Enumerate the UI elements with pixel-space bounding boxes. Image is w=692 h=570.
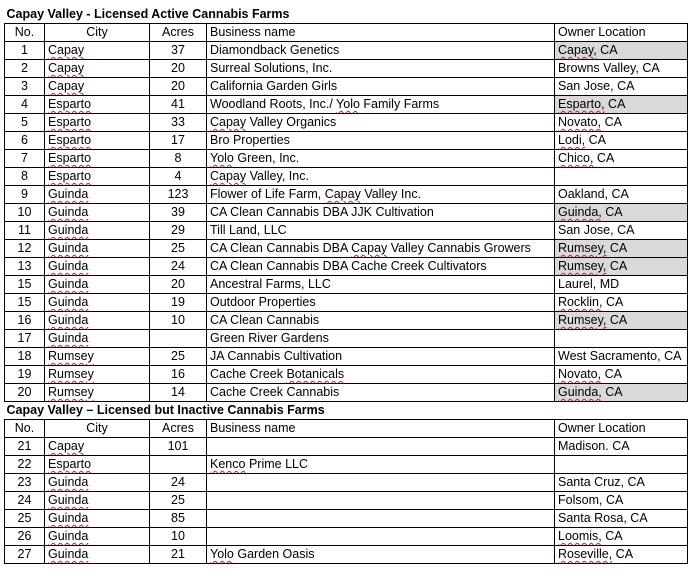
cell-business: Capay Valley, Inc.	[207, 168, 555, 186]
spellcheck-word: Yolo	[210, 547, 234, 561]
cell-no: 24	[5, 492, 45, 510]
cell-no: 21	[5, 438, 45, 456]
spellcheck-word: Loomis,	[558, 529, 602, 543]
section-title: Capay Valley - Licensed Active Cannabis Farms	[5, 6, 688, 24]
cell-business	[207, 492, 555, 510]
cell-city	[45, 330, 150, 348]
header-row	[5, 420, 688, 438]
cell-business: CA Clean Cannabis DBA Capay Valley Cannabis Growers	[207, 240, 555, 258]
cell-no: 3	[5, 78, 45, 96]
spellcheck-word: Capay	[210, 115, 247, 129]
table-row	[5, 348, 688, 366]
cell-city	[45, 96, 150, 114]
spellcheck-word: Esparto	[48, 133, 92, 147]
cell-location: Browns Valley, CA	[555, 60, 688, 78]
cell-location: Guinda, CA	[555, 384, 688, 402]
cell-city	[45, 492, 150, 510]
header-no: No.	[5, 24, 45, 42]
header-location: Owner Location	[555, 24, 688, 42]
spellcheck-word: Guinda	[48, 295, 89, 309]
spellcheck-word: Esparto	[48, 97, 92, 111]
cell-no: 26	[5, 528, 45, 546]
cell-location: Novato, CA	[555, 114, 688, 132]
cell-business: Outdoor Properties	[207, 294, 555, 312]
spellcheck-word: Guinda	[48, 187, 89, 201]
cell-no: 4	[5, 96, 45, 114]
spellcheck-word: Kenco	[210, 457, 246, 471]
cell-acres: 19	[150, 294, 207, 312]
header-location: Owner Location	[555, 420, 688, 438]
table-row	[5, 438, 688, 456]
cell-acres: 20	[150, 60, 207, 78]
table-row	[5, 492, 688, 510]
cell-city	[45, 168, 150, 186]
cell-acres: 37	[150, 42, 207, 60]
spellcheck-word: Capay,	[558, 43, 597, 57]
spellcheck-word: Esparto	[48, 115, 92, 129]
cell-no: 1	[5, 42, 45, 60]
spellcheck-word: Guinda	[48, 223, 89, 237]
cell-location: Oakland, CA	[555, 186, 688, 204]
cell-location: San Jose, CA	[555, 78, 688, 96]
header-row	[5, 24, 688, 42]
header-city: City	[45, 420, 150, 438]
cell-business: JA Cannabis Cultivation	[207, 348, 555, 366]
cell-city	[45, 222, 150, 240]
cell-acres: 33	[150, 114, 207, 132]
cell-location: Novato, CA	[555, 366, 688, 384]
table-row	[5, 258, 688, 276]
cell-city	[45, 528, 150, 546]
cell-business: California Garden Girls	[207, 78, 555, 96]
spellcheck-word: Rumsey,	[558, 313, 607, 327]
cell-no: 5	[5, 114, 45, 132]
spellcheck-word: Guinda	[48, 259, 89, 273]
table-row	[5, 546, 688, 564]
cell-location: Santa Rosa, CA	[555, 510, 688, 528]
cell-acres: 25	[150, 348, 207, 366]
spellcheck-word: Capay	[210, 169, 247, 183]
table-body	[5, 6, 688, 564]
cell-acres: 25	[150, 240, 207, 258]
cell-acres: 8	[150, 150, 207, 168]
spellcheck-word: Guinda	[48, 511, 89, 525]
cell-location: Santa Cruz, CA	[555, 474, 688, 492]
cell-business: Diamondback Genetics	[207, 42, 555, 60]
header-acres: Acres	[150, 24, 207, 42]
table-row	[5, 528, 688, 546]
spellcheck-word: Guinda	[48, 313, 89, 327]
cell-business: Cache Creek Botanicals	[207, 366, 555, 384]
cell-no: 16	[5, 312, 45, 330]
cell-acres: 10	[150, 528, 207, 546]
spellcheck-word: Rumsey	[48, 349, 94, 363]
spellcheck-word: Guinda,	[558, 385, 602, 399]
table-row	[5, 240, 688, 258]
cell-no: 15	[5, 276, 45, 294]
cell-location: Rumsey, CA	[555, 312, 688, 330]
spellcheck-word: Chico,	[558, 151, 594, 165]
cell-acres: 123	[150, 186, 207, 204]
cell-location: Loomis, CA	[555, 528, 688, 546]
table-row	[5, 384, 688, 402]
spellcheck-word: Capay	[48, 61, 85, 75]
spellcheck-word: Rumsey	[48, 385, 94, 399]
cell-location	[555, 330, 688, 348]
cell-city	[45, 474, 150, 492]
cell-location: Chico, CA	[555, 150, 688, 168]
cell-no: 6	[5, 132, 45, 150]
spellcheck-word: Guinda	[48, 277, 89, 291]
cell-city	[45, 204, 150, 222]
cell-city	[45, 42, 150, 60]
cell-business	[207, 510, 555, 528]
table-row	[5, 474, 688, 492]
cannabis-farms-table	[4, 6, 688, 564]
section-title-row	[5, 6, 688, 24]
spellcheck-word: Rumsey,	[558, 241, 607, 255]
cell-city	[45, 78, 150, 96]
cell-business	[207, 528, 555, 546]
cell-acres: 41	[150, 96, 207, 114]
cell-city	[45, 60, 150, 78]
cell-no: 22	[5, 456, 45, 474]
cell-business: Woodland Roots, Inc./ Yolo Family Farms	[207, 96, 555, 114]
spellcheck-word: Capay	[48, 79, 85, 93]
cell-city	[45, 348, 150, 366]
cell-acres: 20	[150, 276, 207, 294]
cell-location: Esparto, CA	[555, 96, 688, 114]
spellcheck-word: Guinda	[48, 547, 89, 561]
cell-business: CA Clean Cannabis DBA JJK Cultivation	[207, 204, 555, 222]
cell-city	[45, 438, 150, 456]
table-row	[5, 60, 688, 78]
cell-acres: 14	[150, 384, 207, 402]
table-row	[5, 96, 688, 114]
table-row	[5, 366, 688, 384]
cell-no: 7	[5, 150, 45, 168]
table-row	[5, 330, 688, 348]
cell-no: 23	[5, 474, 45, 492]
cell-location: Lodi, CA	[555, 132, 688, 150]
table-row	[5, 186, 688, 204]
header-acres: Acres	[150, 420, 207, 438]
cell-city	[45, 384, 150, 402]
cell-city	[45, 258, 150, 276]
spellcheck-word: Guinda	[48, 529, 89, 543]
table-row	[5, 150, 688, 168]
spellcheck-word: Yolo	[210, 151, 234, 165]
cell-location: West Sacramento, CA	[555, 348, 688, 366]
header-business: Business name	[207, 420, 555, 438]
spellcheck-word: Capay	[48, 439, 85, 453]
cell-acres: 10	[150, 312, 207, 330]
section-title: Capay Valley – Licensed but Inactive Cannabis Farms	[5, 402, 688, 420]
cell-city	[45, 510, 150, 528]
table-row	[5, 222, 688, 240]
header-city: City	[45, 24, 150, 42]
spellcheck-word: Rocklin,	[558, 295, 603, 309]
cell-acres: 85	[150, 510, 207, 528]
cell-no: 11	[5, 222, 45, 240]
spellcheck-word: Esparto,	[558, 97, 605, 111]
cell-no: 15	[5, 294, 45, 312]
cell-no: 8	[5, 168, 45, 186]
cell-city	[45, 312, 150, 330]
table-row	[5, 204, 688, 222]
cell-location: Madison. CA	[555, 438, 688, 456]
cell-location: Laurel, MD	[555, 276, 688, 294]
cell-city	[45, 132, 150, 150]
section-title-row	[5, 402, 688, 420]
cell-no: 2	[5, 60, 45, 78]
cell-location: Rumsey, CA	[555, 240, 688, 258]
cell-acres: 24	[150, 474, 207, 492]
spellcheck-word: Guinda	[48, 205, 89, 219]
spellcheck-word: Novato,	[558, 367, 602, 381]
cell-business: Capay Valley Organics	[207, 114, 555, 132]
cell-acres: 4	[150, 168, 207, 186]
cell-no: 18	[5, 348, 45, 366]
table-row	[5, 312, 688, 330]
cell-acres: 16	[150, 366, 207, 384]
spellcheck-word: Botanicals	[286, 367, 345, 381]
spellcheck-word: Guinda	[48, 475, 89, 489]
cell-location: Guinda, CA	[555, 204, 688, 222]
cell-business: Cache Creek Cannabis	[207, 384, 555, 402]
cell-business: Bro Properties	[207, 132, 555, 150]
table-row	[5, 456, 688, 474]
spellcheck-word: Roseville,	[558, 547, 613, 561]
cell-city	[45, 150, 150, 168]
spellcheck-word: Lodi,	[558, 133, 586, 147]
cell-no: 17	[5, 330, 45, 348]
spellcheck-word: Guinda	[48, 331, 89, 345]
spellcheck-word: Rumsey	[48, 367, 94, 381]
cell-acres	[150, 330, 207, 348]
table-row	[5, 132, 688, 150]
cell-city	[45, 186, 150, 204]
cell-acres: 101	[150, 438, 207, 456]
cell-business: Kenco Prime LLC	[207, 456, 555, 474]
spellcheck-word: Guinda	[48, 493, 89, 507]
cell-business	[207, 474, 555, 492]
cell-location: Rocklin, CA	[555, 294, 688, 312]
cell-city	[45, 240, 150, 258]
cell-business: CA Clean Cannabis DBA Cache Creek Cultivators	[207, 258, 555, 276]
cell-no: 12	[5, 240, 45, 258]
header-no: No.	[5, 420, 45, 438]
cell-business	[207, 438, 555, 456]
cell-acres: 17	[150, 132, 207, 150]
table-row	[5, 114, 688, 132]
spellcheck-word: Esparto	[48, 457, 92, 471]
cell-acres: 20	[150, 78, 207, 96]
cell-no: 13	[5, 258, 45, 276]
cell-business: Surreal Solutions, Inc.	[207, 60, 555, 78]
spellcheck-word: Novato,	[558, 115, 602, 129]
spellcheck-word: Capay	[324, 187, 361, 201]
spellcheck-word: Yolo	[336, 97, 360, 111]
cell-no: 20	[5, 384, 45, 402]
table-row	[5, 294, 688, 312]
cell-city	[45, 294, 150, 312]
table-row	[5, 78, 688, 96]
cell-location	[555, 456, 688, 474]
cell-business: Yolo Garden Oasis	[207, 546, 555, 564]
cell-business: Green River Gardens	[207, 330, 555, 348]
spellcheck-word: Rumsey,	[558, 259, 607, 273]
cell-location	[555, 168, 688, 186]
cell-acres: 25	[150, 492, 207, 510]
cell-city	[45, 456, 150, 474]
spellcheck-word: Guinda,	[558, 205, 602, 219]
cell-location: Roseville, CA	[555, 546, 688, 564]
cell-city	[45, 366, 150, 384]
cell-city	[45, 546, 150, 564]
cell-no: 10	[5, 204, 45, 222]
cell-city	[45, 276, 150, 294]
table-row	[5, 168, 688, 186]
spellcheck-word: Capay	[48, 43, 85, 57]
table-row	[5, 276, 688, 294]
header-business: Business name	[207, 24, 555, 42]
cell-location: Folsom, CA	[555, 492, 688, 510]
spellcheck-word: Esparto	[48, 169, 92, 183]
spellcheck-word: Esparto	[48, 151, 92, 165]
table-row	[5, 42, 688, 60]
cell-business: Till Land, LLC	[207, 222, 555, 240]
cell-business: Flower of Life Farm, Capay Valley Inc.	[207, 186, 555, 204]
cell-no: 27	[5, 546, 45, 564]
cell-location: Rumsey, CA	[555, 258, 688, 276]
cell-acres: 29	[150, 222, 207, 240]
cell-no: 9	[5, 186, 45, 204]
cell-acres: 39	[150, 204, 207, 222]
cell-business: CA Clean Cannabis	[207, 312, 555, 330]
cell-location: San Jose, CA	[555, 222, 688, 240]
cell-business: Ancestral Farms, LLC	[207, 276, 555, 294]
cell-city	[45, 114, 150, 132]
cell-business: Yolo Green, Inc.	[207, 150, 555, 168]
spellcheck-word: Guinda	[48, 241, 89, 255]
cell-acres: 24	[150, 258, 207, 276]
spellcheck-word: Capay	[351, 241, 388, 255]
cell-no: 25	[5, 510, 45, 528]
cell-no: 19	[5, 366, 45, 384]
table-row	[5, 510, 688, 528]
cell-location: Capay, CA	[555, 42, 688, 60]
cell-acres: 21	[150, 546, 207, 564]
cell-acres	[150, 456, 207, 474]
